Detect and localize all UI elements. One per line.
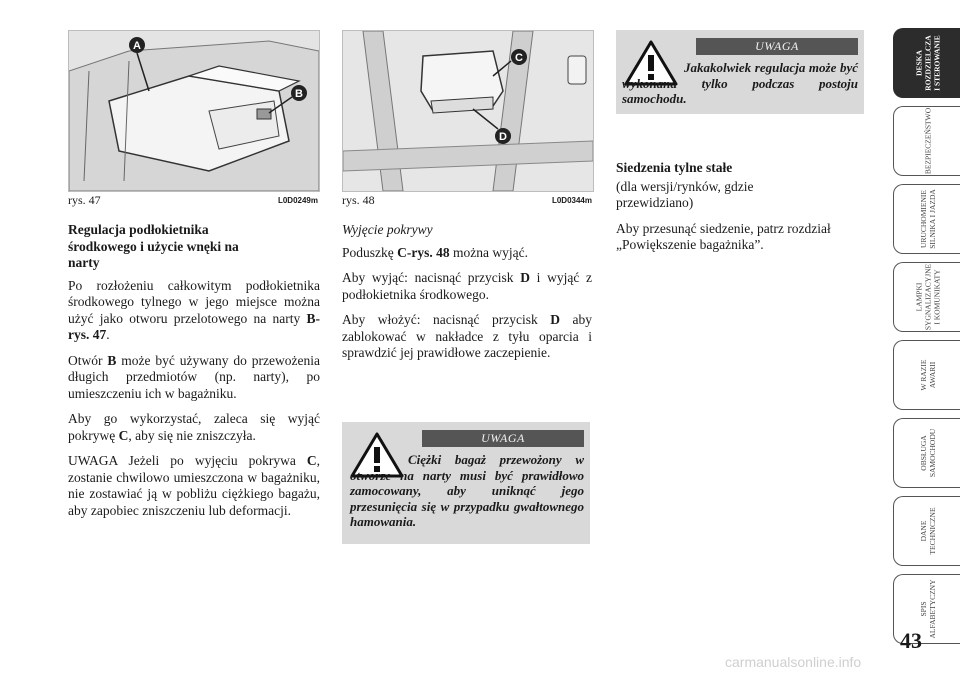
figure-48-label: rys. 48 [342,193,375,207]
rear-seats-note: (dla wersji/rynków, gdzie przewidziano) [616,178,754,210]
figure-48-code: L0D0344m [551,196,592,205]
figure-48-caption [342,193,592,208]
tab-emergency[interactable]: W RAZIE AWARII [893,340,960,410]
paragraph-3: Aby go wykorzystać, zaleca się wyjąć pokrywę C, aby się nie zniszczyła. [68,411,320,443]
callout-b-label: B [295,88,303,100]
paragraph-2: Otwór B może być używany do przewożenia długich przedmiotów (np. narty), po umieszczeniu ich w bagażniku. [68,352,320,401]
tab-starting-driving[interactable]: URUCHOMIENIE SILNIKA I JAZDA [893,184,960,254]
page-number: 43 [900,628,922,653]
figure-47-label: rys. 47 [68,193,101,207]
paragraph-7: Aby włożyć: nacisnąć przycisk D aby zablokować w nakładce z tyłu oparcia i sprawdzić jej prawidłowe zaczepienie. [342,312,592,360]
watermark: carmanualsonline.info [725,654,862,670]
tab-index[interactable]: SPIS ALFABETYCZNY [893,574,960,644]
callout-d-label: D [499,131,507,143]
tab-safety[interactable]: BEZPIECZEŃSTWO [893,106,960,176]
column-3 [616,160,871,263]
armrest-ski-hatch-illustration [69,31,319,191]
tab-dashboard-controls[interactable]: DESKA ROZDZIELCZA I STEROWANIE [893,28,960,98]
section-heading-rear-seats: Siedzenia tylne stałe [616,160,733,175]
warning-box-ski [342,422,590,544]
figure-47-code: L0D0249m [277,196,318,205]
warning-title: UWAGA [696,38,858,55]
tab-maintenance[interactable]: OBSŁUGA SAMOCHODU [893,418,960,488]
paragraph-4: UWAGA Jeżeli po wyjęciu pokrywa C, zostanie chwilowo umieszczona w bagażniku, nie zostawiać ją w pobliżu ciężkiego bagażu, aby zapobiec zniszczeniu lub deformacji. [68,453,320,518]
warning-text: Ciężki bagaż przewożony w otworze na narty musi być prawidłowo zamocowany, aby uniknąć jego przesunięcia się w przypadku gwałtownego hamowania. [350,452,584,529]
paragraph-6: Aby wyjąć: nacisnąć przycisk D i wyjąć z podłokietnika środkowego. [342,270,592,302]
paragraph-1: Po rozłożeniu całkowitym podłokietnika środkowego tylnego w jego miejsce można użyć jako otworu przelotowego na narty B-rys. 47. [68,277,320,342]
figure-48 [342,30,594,192]
warning-box-adjustment [616,30,864,114]
callout-a-label: A [133,40,141,52]
subheading-remove-cover: Wyjęcie pokrywy [342,222,433,237]
tab-technical-data[interactable]: DANE TECHNICZNE [893,496,960,566]
warning-title: UWAGA [422,430,584,447]
paragraph-8: Aby przesunąć siedzenie, patrz rozdział „Powiększenie bagażnika”. [616,220,831,252]
figure-47-caption [68,193,318,208]
chapter-tabs [893,0,960,677]
tab-warning-lights[interactable]: LAMPKI SYGNALIZACYJNE I KOMUNIKATY [893,262,960,332]
column-1 [68,222,320,528]
paragraph-5: Poduszkę C-rys. 48 można wyjąć. [342,244,528,260]
column-2 [342,222,592,371]
armrest-cover-illustration [343,31,593,191]
callout-c-label: C [515,52,523,64]
section-heading-armrest: Regulacja podłokietnika środkowego i użycie wnęki na narty [68,222,239,270]
figure-47 [68,30,320,192]
warning-text: Jakakolwiek regulacja może być wykonana tylko podczas postoju samochodu. [622,60,858,106]
